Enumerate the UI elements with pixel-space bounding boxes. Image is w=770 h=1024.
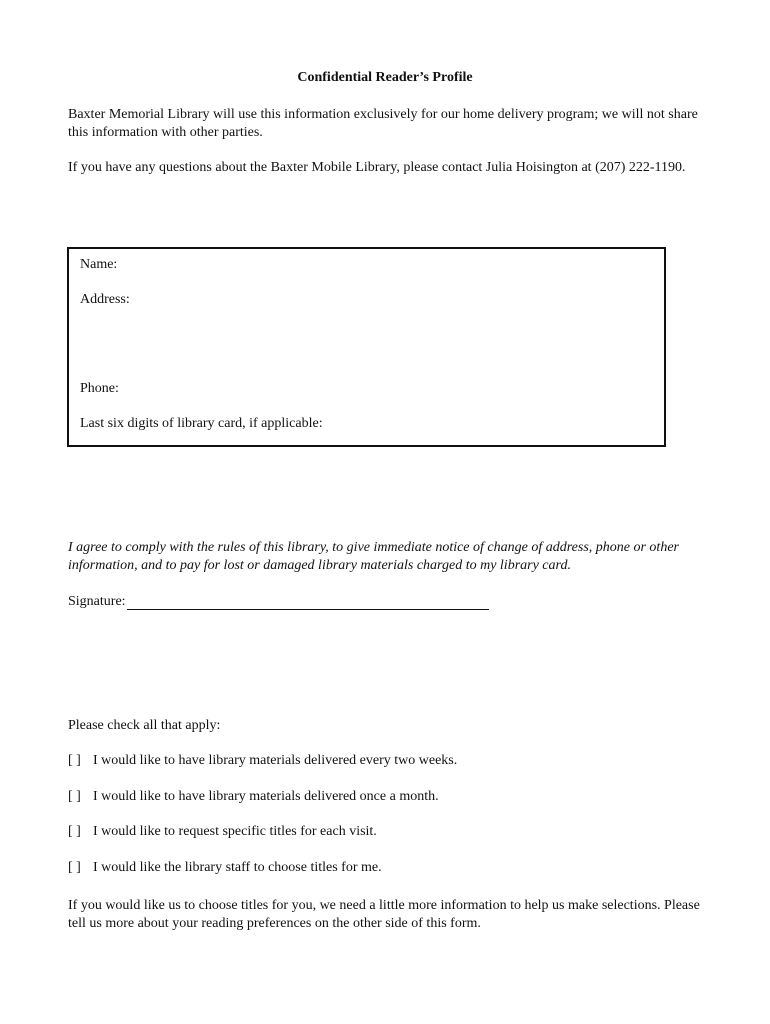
agreement-statement: I agree to comply with the rules of this library, to give immediate notice of change of address, phone or other information, and to pay for lost or damaged library materials charged to my library card. — [68, 540, 679, 573]
option-label: I would like to have library materials delivered once a month. — [93, 789, 439, 804]
closing-statement: If you would like us to choose titles for you, we need a little more information to help us make selections. Please tell us more about your reading preferences on the other side of this form. — [68, 898, 700, 931]
signature-row — [68, 594, 489, 610]
name-field-label[interactable]: Name: — [80, 257, 118, 272]
option-once-a-month[interactable] — [68, 789, 439, 805]
checkbox-mark[interactable]: [ ] — [68, 789, 81, 804]
checkbox-mark[interactable]: [ ] — [68, 753, 81, 768]
contact-statement: If you have any questions about the Baxter Mobile Library, please contact Julia Hoisington at (207) 222-1190. — [68, 160, 686, 175]
signature-line[interactable] — [127, 595, 489, 610]
reader-info-box — [67, 247, 666, 447]
option-every-two-weeks[interactable] — [68, 753, 457, 769]
option-staff-choose[interactable] — [68, 860, 382, 876]
form-title: Confidential Reader’s Profile — [297, 70, 473, 85]
phone-field-label[interactable]: Phone: — [80, 381, 119, 396]
option-request-titles[interactable] — [68, 824, 377, 840]
option-label: I would like to request specific titles for each visit. — [93, 824, 377, 839]
checkbox-mark[interactable]: [ ] — [68, 860, 81, 875]
signature-label: Signature: — [68, 594, 126, 609]
option-label: I would like the library staff to choose titles for me. — [93, 860, 382, 875]
checkbox-mark[interactable]: [ ] — [68, 824, 81, 839]
privacy-statement: Baxter Memorial Library will use this information exclusively for our home delivery program; we will not share this information with other parties. — [68, 107, 698, 140]
options-intro: Please check all that apply: — [68, 718, 221, 733]
option-label: I would like to have library materials delivered every two weeks. — [93, 753, 458, 768]
library-card-field-label[interactable]: Last six digits of library card, if applicable: — [80, 416, 323, 431]
address-field-label[interactable]: Address: — [80, 292, 130, 307]
